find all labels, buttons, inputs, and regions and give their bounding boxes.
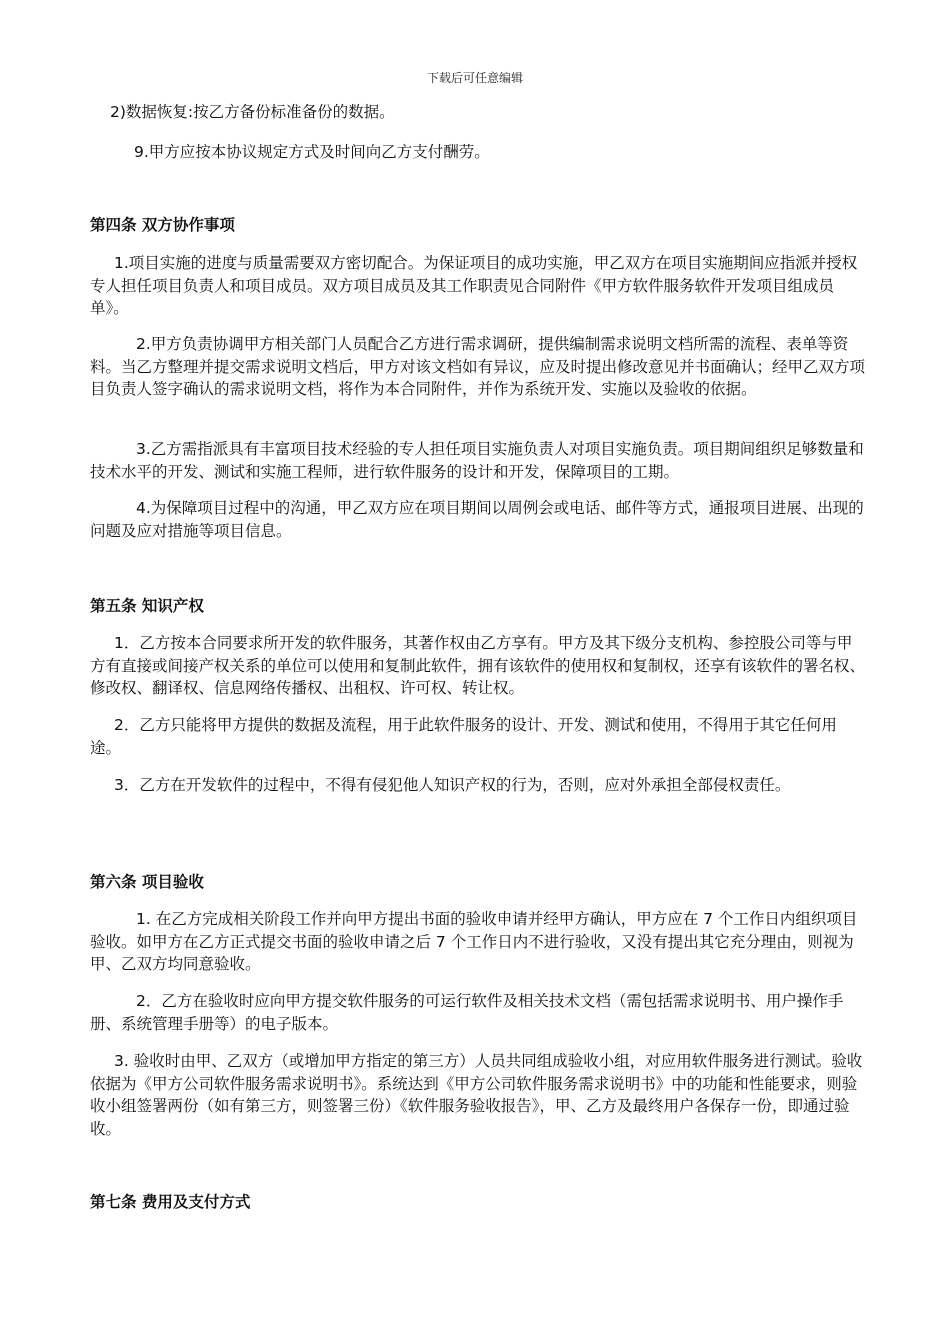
- article-4-paragraph-4: 4.为保障项目过程中的沟通，甲乙双方应在项目期间以周例会或电话、邮件等方式，通报项目进展、出现的问题及应对措施等项目信息。: [90, 499, 864, 540]
- article-5-paragraph-2: 2．乙方只能将甲方提供的数据及流程，用于此软件服务的设计、开发、测试和使用，不得用于其它任何用途。: [90, 716, 837, 757]
- article-5-paragraph-1: 1．乙方按本合同要求所开发的软件服务，其著作权由乙方享有。甲方及其下级分支机构、参控股公司等与甲方有直接或间接产权关系的单位可以使用和复制此软件，拥有该软件的使用权和复制权，还享有该软件的署名权、修改权、翻译权、信息网络传播权、出租权、许可权、转让权。: [90, 634, 866, 697]
- article-6-paragraph-3: 3. 验收时由甲、乙双方（或增加甲方指定的第三方）人员共同组成验收小组，对应用软件服务进行测试。验收依据为《甲方公司软件服务需求说明书》。系统达到《甲方公司软件服务需求说明书》中的功能和性能要求，则验收小组签署两份（如有第三方，则签署三份）《软件服务验收报告》，甲、乙方及最终用户各保存一份，即通过验收。: [90, 1052, 863, 1138]
- paragraph-data-recovery: 2)数据恢复:按乙方备份标准备份的数据。: [110, 103, 395, 121]
- paragraph-payment-obligation: 9.甲方应按本协议规定方式及时间向乙方支付酬劳。: [134, 143, 490, 161]
- section-title-article-4: 第四条 双方协作事项: [90, 216, 235, 234]
- article-6-paragraph-2: 2．乙方在验收时应向甲方提交软件服务的可运行软件及相关技术文档（需包括需求说明书、用户操作手册、系统管理手册等）的电子版本。: [90, 992, 844, 1033]
- page-header: 下载后可任意编辑: [426, 71, 523, 85]
- section-title-article-6: 第六条 项目验收: [90, 873, 204, 891]
- section-title-article-7: 第七条 费用及支付方式: [90, 1193, 251, 1211]
- article-5-paragraph-3: 3．乙方在开发软件的过程中，不得有侵犯他人知识产权的行为，否则，应对外承担全部侵权责任。: [114, 776, 791, 794]
- article-6-paragraph-1: 1. 在乙方完成相关阶段工作并向甲方提出书面的验收申请并经甲方确认，甲方应在 7 个工作日内组织项目验收。如甲方在乙方正式提交书面的验收申请之后 7 个工作日内不进行验收，又没有提出其它充分理由，则视为甲、乙双方均同意验收。: [90, 910, 858, 973]
- section-title-article-5: 第五条 知识产权: [90, 597, 204, 615]
- article-4-paragraph-2: 2.甲方负责协调甲方相关部门人员配合乙方进行需求调研，提供编制需求说明文档所需的流程、表单等资料。当乙方整理并提交需求说明文档后，甲方对该文档如有异议，应及时提出修改意见并书面确认；经甲乙双方项目负责人签字确认的需求说明文档，将作为本合同附件，并作为系统开发、实施以及验收的依据。: [90, 335, 866, 398]
- article-4-paragraph-3: 3.乙方需指派具有丰富项目技术经验的专人担任项目实施负责人对项目实施负责。项目期间组织足够数量和技术水平的开发、测试和实施工程师，进行软件服务的设计和开发，保障项目的工期。: [90, 440, 864, 481]
- article-4-paragraph-1: 1.项目实施的进度与质量需要双方密切配合。为保证项目的成功实施，甲乙双方在项目实施期间应指派并授权专人担任项目负责人和项目成员。双方项目成员及其工作职责见合同附件《甲方软件服务软件开发项目组成员单》。: [90, 254, 858, 317]
